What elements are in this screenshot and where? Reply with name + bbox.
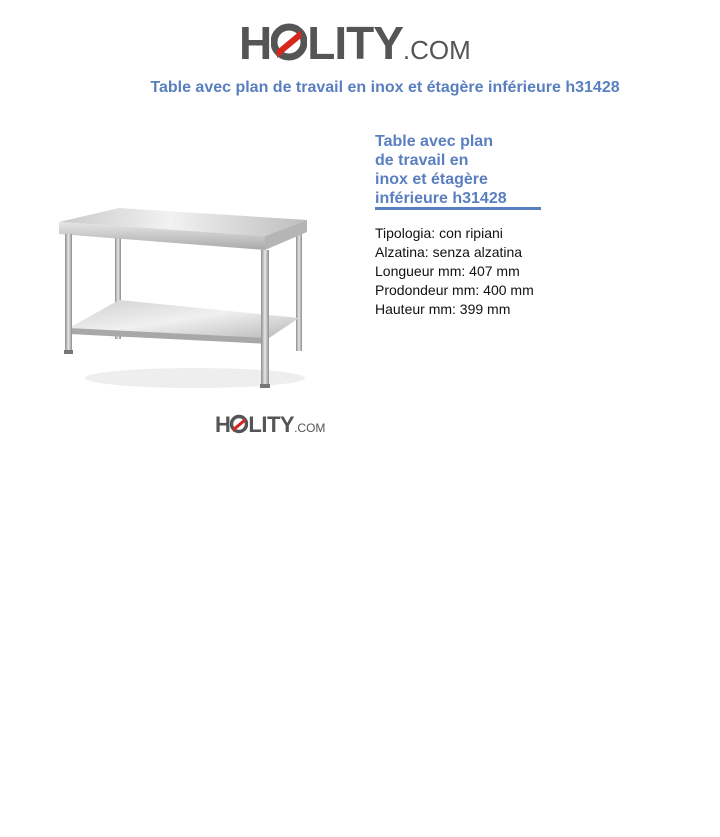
logo-o-icon bbox=[271, 22, 307, 62]
spec-item: Hauteur mm: 399 mm bbox=[375, 301, 511, 317]
spec-item: Alzatina: senza alzatina bbox=[375, 244, 523, 260]
spec-item: Prodondeur mm: 400 mm bbox=[375, 282, 534, 298]
product-title-line: de travail en bbox=[375, 152, 469, 169]
product-title bbox=[375, 132, 545, 208]
page-title: Table avec plan de travail en inox et étagère inférieure h31428 bbox=[150, 79, 620, 96]
brand-logo[interactable] bbox=[239, 10, 499, 70]
brand-logo-small: H LITY.COM bbox=[215, 412, 326, 437]
product-title-line: Table avec plan bbox=[375, 133, 493, 150]
product-title-line: inox et étagère bbox=[375, 171, 488, 188]
spec-item: Tipologia: con ripiani bbox=[375, 225, 503, 241]
spec-item: Longueur mm: 407 mm bbox=[375, 263, 520, 279]
spec-list bbox=[375, 224, 534, 319]
logo-wordmark: H LITY.COM bbox=[239, 17, 471, 69]
title-underline bbox=[375, 207, 541, 210]
product-title-line: inférieure h31428 bbox=[375, 190, 507, 207]
logo-o-icon bbox=[230, 414, 248, 434]
product-image bbox=[55, 200, 315, 400]
